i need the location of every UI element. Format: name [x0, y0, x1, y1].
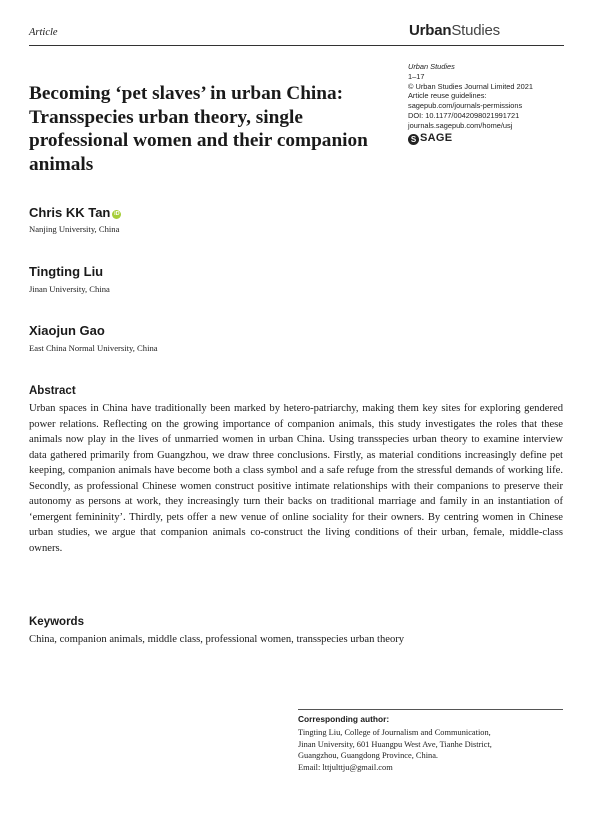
corresponding-line: Tingting Liu, College of Journalism and Communication,: [298, 728, 491, 737]
journal-logo-bold: Urban: [409, 22, 452, 39]
corresponding-rule: [298, 709, 563, 710]
meta-reuse-link[interactable]: sagepub.com/journals-permissions: [408, 101, 523, 111]
author-affiliation: Nanjing University, China: [29, 224, 120, 234]
orcid-icon[interactable]: iD: [114, 211, 120, 217]
abstract-heading: Abstract: [29, 385, 76, 397]
meta-journal-link[interactable]: journals.sagepub.com/home/usj: [408, 120, 513, 130]
author-name: [29, 205, 121, 220]
corresponding-line: Jinan University, 601 Huangpu West Ave, Tianhe District,: [298, 739, 492, 749]
author-name: Xiaojun Gao: [29, 323, 105, 338]
header-rule: [29, 45, 564, 46]
keywords-text: China, companion animals, middle class, professional women, transspecies urban theory: [29, 634, 405, 645]
meta-journal-name: Urban Studies: [408, 62, 455, 71]
corresponding-address: [298, 727, 568, 773]
meta-doi[interactable]: DOI: 10.1177/0042098021991721: [408, 110, 520, 120]
journal-logo: [409, 22, 500, 39]
sage-logo: [408, 134, 533, 145]
article-type-label: Article: [29, 27, 58, 38]
corresponding-email[interactable]: Email: lttjulttju@gmail.com: [298, 762, 393, 772]
author-affiliation: East China Normal University, China: [29, 343, 158, 353]
meta-reuse-label: Article reuse guidelines:: [408, 91, 487, 101]
corresponding-line: Guangzhou, Guangdong Province, China.: [298, 751, 439, 760]
article-title: Becoming ‘pet slaves’ in urban China: Transspecies urban theory, single professional women and their companion animals: [29, 83, 368, 175]
meta-pages: 1–17: [408, 71, 425, 81]
keywords-heading: Keywords: [29, 616, 84, 628]
journal-meta: [408, 62, 533, 145]
author-name-text: Chris KK Tan: [29, 205, 111, 220]
corresponding-heading: Corresponding author:: [298, 714, 390, 724]
sage-mark-icon: S: [408, 134, 419, 145]
meta-copyright: © Urban Studies Journal Limited 2021: [408, 81, 533, 91]
abstract-text: Urban spaces in China have traditionally been marked by hetero-patriarchy, making them key sites for exploring gendered power relations. Reflecting on the growing importance of companion animals, this study investigates the roles that these animals now play in the lives of unmarried women in urban China. Using transspecies urban theory to examine interview data gathered primarily from Guangzhou, we draw three conclusions. Firstly, as material conditions increasingly define pet keeping, companion animals have become both a class symbol and a safe refuge from the stressful demands of working life. Secondly, as professional Chinese women construct positive intimate relationships with their companions to preserve their autonomy as persons at work, they increasingly turn their backs on traditional marriage and family in an instantiation of ‘emergent femininity’. Thirdly, pets offer a new venue of online sociality for their owners. By centring women in Chinese urban studies, we argue that companion animals co-construct the living conditions of their urban, female, middle-class owners.: [29, 403, 563, 554]
sage-logo-text: SAGE: [420, 132, 453, 145]
author-name: Tingting Liu: [29, 264, 104, 279]
journal-logo-light: Studies: [451, 22, 500, 39]
author-affiliation: Jinan University, China: [29, 284, 110, 294]
